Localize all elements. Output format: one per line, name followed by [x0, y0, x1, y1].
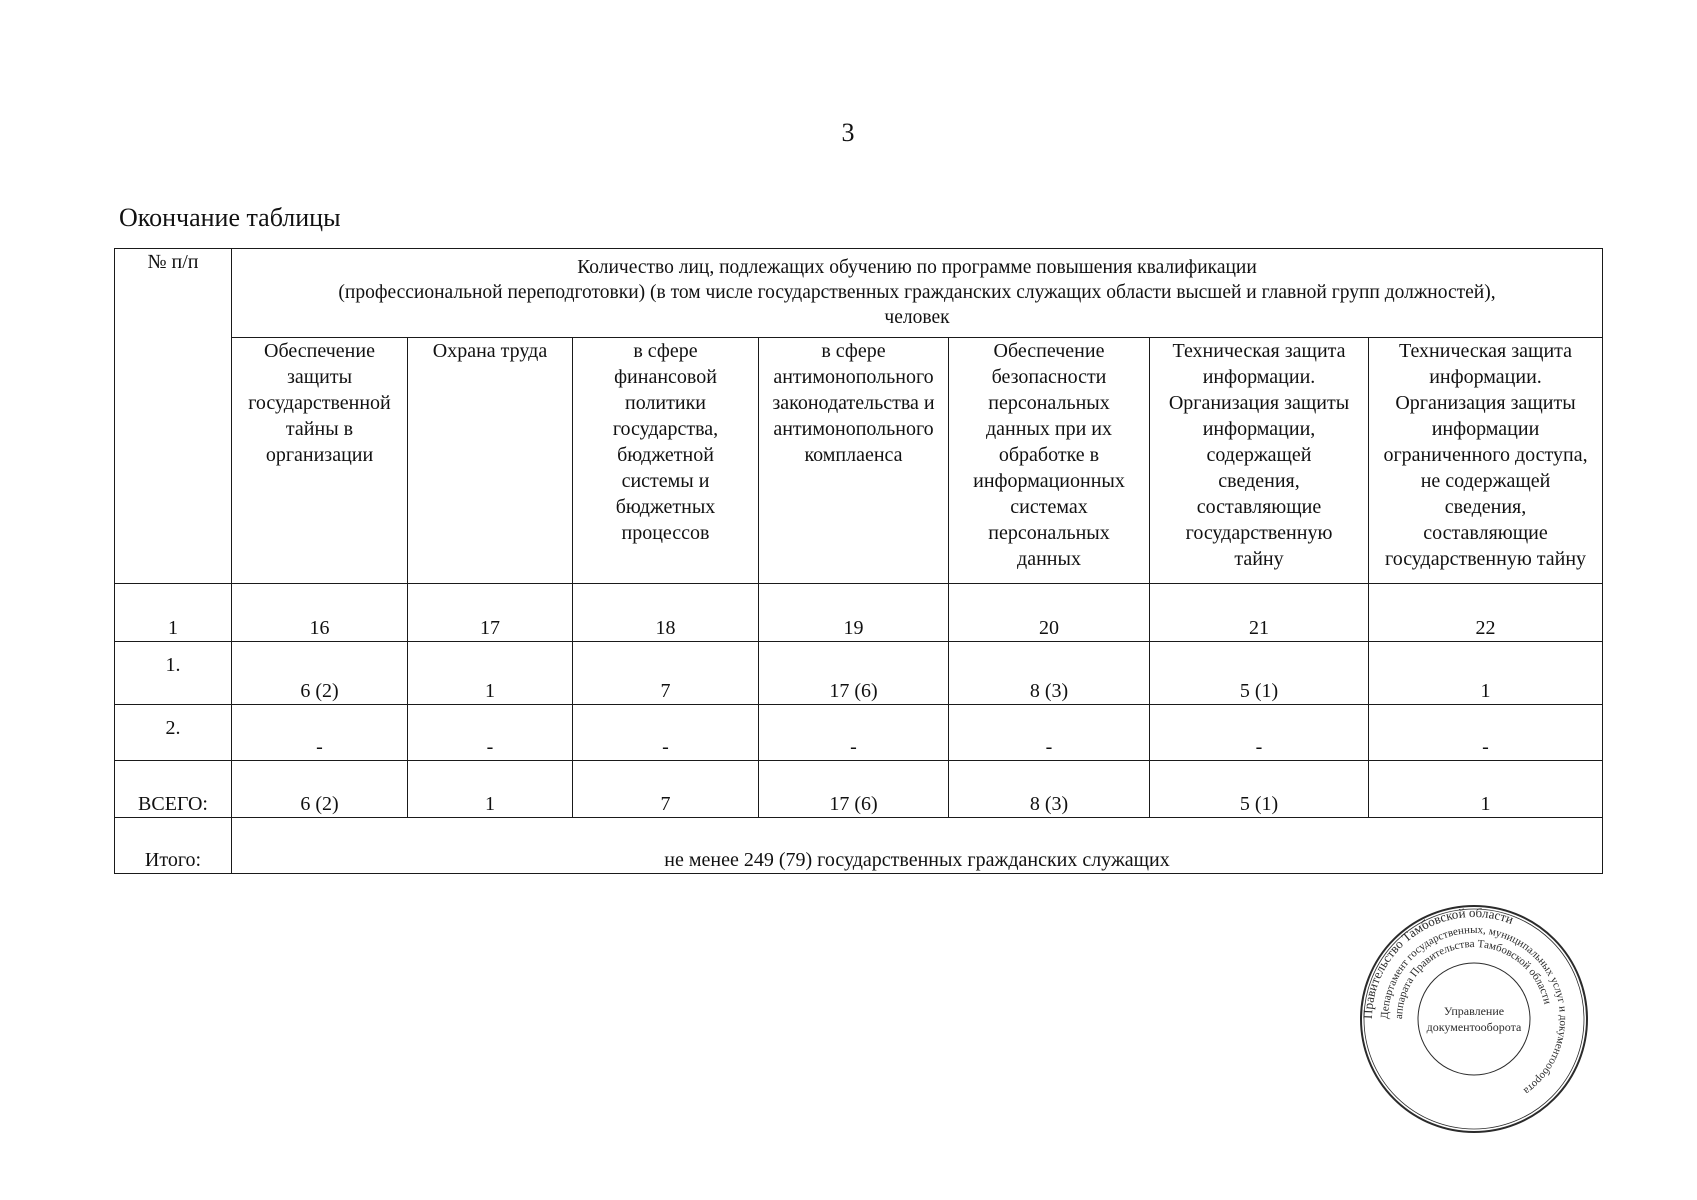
column-header-line: антимонопольного	[773, 418, 934, 440]
table-row	[115, 642, 1603, 705]
stamp-center-line-1: Управление	[1443, 1004, 1505, 1018]
column-header	[1369, 338, 1603, 584]
column-header	[408, 338, 573, 584]
column-header-line: в сфере	[821, 340, 886, 362]
table-caption: Окончание таблицы	[119, 203, 341, 232]
row-label: 1.	[115, 642, 232, 705]
table-cell: 22	[1369, 584, 1603, 642]
table-cell: 21	[1150, 584, 1369, 642]
stamp-ring-center	[1418, 963, 1530, 1075]
column-header	[949, 338, 1150, 584]
table-cell: 6 (2)	[232, 761, 408, 818]
table-cell: 17 (6)	[759, 642, 949, 705]
column-header-line: обработке в	[998, 444, 1100, 466]
column-header-line: Охрана труда	[432, 340, 548, 362]
table-cell: 8 (3)	[949, 642, 1150, 705]
table-cell: 19	[759, 584, 949, 642]
row-label: 1	[115, 584, 232, 642]
column-header-line: тайны в	[285, 418, 354, 440]
column-header-line: Техническая защита	[1398, 340, 1573, 362]
itogo-value: не менее 249 (79) государственных гражданских служащих	[232, 818, 1603, 874]
column-header-line: государства,	[612, 418, 719, 440]
table-row	[115, 705, 1603, 761]
column-header-line: антимонопольного	[773, 366, 934, 388]
column-header-line: ограниченного доступа,	[1383, 444, 1588, 466]
header-main-line-2: (профессиональной переподготовки) (в том числе государственных гражданских служащих области высшей и главной групп должностей),	[338, 282, 1496, 303]
data-table	[114, 248, 1603, 874]
stamp-mid-text: Департамент государственных, муниципальных услуг и документооборота	[1378, 923, 1570, 1097]
table-cell: 7	[573, 761, 759, 818]
column-header-line: информационных	[973, 470, 1125, 492]
header-np: № п/п	[115, 249, 232, 584]
table-cell: 1	[1369, 642, 1603, 705]
table-cell: -	[232, 705, 408, 761]
table-cell: 18	[573, 584, 759, 642]
column-header-line: составляющие	[1196, 496, 1322, 518]
column-header-line: защиты	[286, 366, 353, 388]
table-cell: 17	[408, 584, 573, 642]
column-header-line: сведения,	[1444, 496, 1527, 518]
column-header-line: Организация защиты	[1168, 392, 1350, 414]
column-header-line: информации.	[1202, 366, 1316, 388]
page-number: 3	[841, 118, 855, 147]
column-header-line: комплаенса	[804, 444, 903, 466]
column-header-line: финансовой	[614, 366, 717, 388]
table-cell: 1	[408, 761, 573, 818]
table-cell: -	[1369, 705, 1603, 761]
column-header-line: данных	[1017, 548, 1081, 570]
column-header-line: информации	[1431, 418, 1540, 440]
column-header-line: персональных	[988, 392, 1110, 414]
table-cell: -	[1150, 705, 1369, 761]
header-main-line-3: человек	[884, 307, 950, 328]
table-cell: -	[949, 705, 1150, 761]
column-header-line: политики	[625, 392, 706, 414]
column-header-line: бюджетных	[615, 496, 716, 518]
column-header-line: содержащей	[1206, 444, 1312, 466]
table-cell: 1	[408, 642, 573, 705]
column-header-line: персональных	[988, 522, 1110, 544]
table-cell: 7	[573, 642, 759, 705]
column-header-line: законодательства и	[772, 392, 935, 414]
column-header-line: Техническая защита	[1172, 340, 1346, 362]
column-header-line: государственной	[248, 392, 391, 414]
table-cell: 5 (1)	[1150, 761, 1369, 818]
column-header-line: тайну	[1234, 548, 1284, 570]
table-cell: -	[408, 705, 573, 761]
table-cell: -	[759, 705, 949, 761]
row-label: 2.	[115, 705, 232, 761]
column-header-line: безопасности	[991, 366, 1107, 388]
column-header-line: Обеспечение	[264, 340, 375, 362]
stamp-outer-text: Правительство Тамбовской области	[1359, 904, 1516, 1020]
column-header-line: системы и	[621, 470, 710, 492]
column-header	[759, 338, 949, 584]
column-header-line: государственную тайну	[1384, 548, 1587, 570]
header-main-line-1: Количество лиц, подлежащих обучению по программе повышения квалификации	[577, 257, 1257, 278]
table-row-column-numbers	[115, 584, 1603, 642]
column-header	[1150, 338, 1369, 584]
column-header-line: информации.	[1429, 366, 1542, 388]
column-header	[573, 338, 759, 584]
column-header-line: не содержащей	[1420, 470, 1551, 492]
table-cell: 17 (6)	[759, 761, 949, 818]
column-header-line: Обеспечение	[993, 340, 1105, 362]
header-main	[232, 249, 1603, 338]
table-cell: 5 (1)	[1150, 642, 1369, 705]
column-header-line: системах	[1010, 496, 1088, 518]
table-cell: 8 (3)	[949, 761, 1150, 818]
table-cell: 1	[1369, 761, 1603, 818]
column-header-line: сведения,	[1218, 470, 1300, 492]
table-row-itogo	[115, 818, 1603, 874]
column-header-line: в сфере	[633, 340, 698, 362]
column-header-line: данных при их	[985, 418, 1112, 440]
column-header-line: организации	[265, 444, 374, 466]
itogo-label: Итого:	[115, 818, 232, 874]
column-header-line: информации,	[1202, 418, 1316, 440]
table-cell: 6 (2)	[232, 642, 408, 705]
column-header-line: составляющие	[1423, 522, 1548, 544]
stamp-inner-text: аппарата Правительства Тамбовской области	[1392, 937, 1554, 1020]
column-header-line: Организация защиты	[1395, 392, 1576, 414]
table-cell: 20	[949, 584, 1150, 642]
column-header-line: процессов	[621, 522, 710, 544]
column-header-line: государственную	[1185, 522, 1333, 544]
table-cell: -	[573, 705, 759, 761]
stamp-center-line-2: документооборота	[1426, 1020, 1522, 1034]
table-cell: 16	[232, 584, 408, 642]
row-label: ВСЕГО:	[115, 761, 232, 818]
column-header	[232, 338, 408, 584]
table-row-total	[115, 761, 1603, 818]
column-header-line: бюджетной	[617, 444, 714, 466]
official-stamp	[1358, 903, 1590, 1135]
